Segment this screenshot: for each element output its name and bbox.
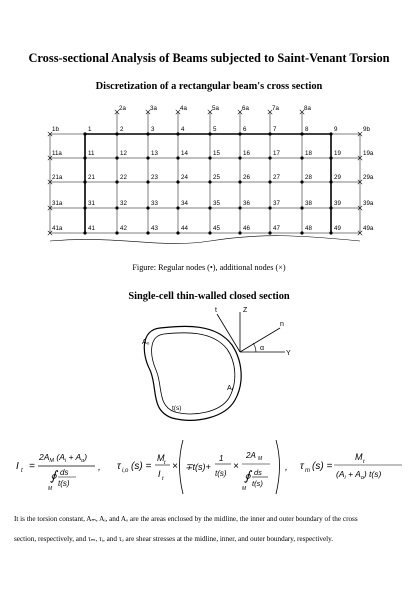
regular-node-marker <box>115 231 118 234</box>
regular-node-label: 48 <box>305 225 312 232</box>
regular-node-label: 25 <box>213 174 220 181</box>
paragraph-line-1: It is the torsion constant, Aₘ, Aᵢ, and Aₒ are the areas enclosed by the midline, the inner and outer boundary of the cross <box>14 515 358 523</box>
section-heading-thin-walled: Single-cell thin-walled closed section <box>128 291 290 302</box>
regular-node-label: 16 <box>243 150 250 157</box>
regular-node-marker <box>176 180 179 183</box>
regular-node-label: 14 <box>181 150 188 157</box>
svg-text:m: m <box>305 468 310 474</box>
regular-node-label: 43 <box>151 225 158 232</box>
regular-node-label: 27 <box>273 174 280 181</box>
svg-text:(s) =: (s) = <box>131 461 152 472</box>
regular-node-label: 46 <box>243 225 250 232</box>
regular-node-marker <box>300 156 303 159</box>
top-additional-node-label: 6a <box>242 105 249 112</box>
top-additional-node-label: 5a <box>212 105 219 112</box>
regular-node-label: 45 <box>213 225 220 232</box>
top-additional-node-label: 3a <box>150 105 157 112</box>
explanation-paragraph <box>14 509 406 549</box>
regular-node-marker <box>268 156 271 159</box>
regular-node-label: 24 <box>181 174 188 181</box>
regular-node-marker <box>115 180 118 183</box>
n-label: n <box>280 321 284 328</box>
t-vector <box>217 314 240 352</box>
regular-node-label: 47 <box>273 225 280 232</box>
regular-node-marker <box>208 156 211 159</box>
eq1-ds: ds <box>60 468 69 477</box>
section-heading-discretization: Discretization of a rectangular beam's cross section <box>95 81 323 92</box>
svg-text:(Ai + Ao) t(s): $(A_i + A_o)$ t(s) <box>336 469 382 481</box>
regular-node-label: 28 <box>305 174 312 181</box>
regular-node-marker <box>115 206 118 209</box>
regular-node-label: 36 <box>243 200 250 207</box>
regular-node-marker <box>176 231 179 234</box>
page-title: Cross-sectional Analysis of Beams subjected to Saint-Venant Torsion <box>28 51 390 65</box>
regular-node-label: 32 <box>120 200 127 207</box>
regular-node-marker <box>83 132 86 135</box>
eq2-mt-sub: t <box>164 460 166 466</box>
left-additional-node-label: 1b <box>52 126 59 133</box>
z-label: Z <box>243 307 248 314</box>
regular-node-marker <box>146 180 149 183</box>
regular-node-marker <box>208 132 211 135</box>
equations <box>0 430 418 510</box>
alpha-label: α <box>260 345 265 352</box>
regular-node-marker <box>329 180 332 183</box>
svg-text:t: t <box>162 476 164 482</box>
regular-node-label: 9 <box>334 126 338 133</box>
regular-node-marker <box>176 206 179 209</box>
svg-text:∮: ∮ <box>244 468 251 483</box>
regular-node-marker <box>146 156 149 159</box>
regular-node-marker <box>268 132 271 135</box>
regular-node-label: 11 <box>88 150 95 157</box>
regular-node-label: 21 <box>88 174 95 181</box>
regular-node-label: 34 <box>181 200 188 207</box>
svg-text:,: , <box>285 462 288 473</box>
regular-node-label: 42 <box>120 225 127 232</box>
svg-text:∓t(s)+: ∓t(s)+ <box>185 462 211 472</box>
svg-text:t(s): t(s) <box>215 469 227 478</box>
regular-node-label: 12 <box>120 150 127 157</box>
regular-node-label: 31 <box>88 200 95 207</box>
svg-text:(s) =: (s) = <box>312 461 333 472</box>
regular-node-marker <box>146 231 149 234</box>
regular-node-label: 18 <box>305 150 312 157</box>
top-additional-node-label: 8a <box>304 105 311 112</box>
paragraph-line-2: section, respectively, and τₘ, τᵢ, and τₒ are shear stresses at the midline, inner, and outer boundary, respectively. <box>14 535 334 543</box>
regular-node-marker <box>146 132 149 135</box>
svg-text:,: , <box>98 462 101 473</box>
eq2-mt: M <box>157 453 165 463</box>
regular-node-marker <box>83 180 86 183</box>
y-label: Y <box>286 350 291 357</box>
regular-node-label: 49 <box>334 225 341 232</box>
left-additional-node-label: 31a <box>52 200 63 207</box>
right-additional-node-label: 19a <box>363 150 374 157</box>
top-additional-node-label: 7a <box>272 105 279 112</box>
svg-text:M: M <box>242 486 247 492</box>
regular-node-label: 29 <box>334 174 341 181</box>
regular-node-label: 23 <box>151 174 158 181</box>
ai-label: Aᵢ <box>227 385 233 392</box>
t-label: t <box>215 307 217 314</box>
regular-node-label: 39 <box>334 200 341 207</box>
right-additional-node-label: 49a <box>363 225 374 232</box>
outer-boundary <box>144 326 241 420</box>
regular-node-marker <box>238 206 241 209</box>
regular-node-marker <box>115 132 118 135</box>
mesh-diagram <box>0 100 418 265</box>
eq1-ts: t(s) <box>58 479 70 488</box>
a0-label: A₀ <box>142 339 150 346</box>
regular-node-label: 3 <box>151 126 155 133</box>
regular-node-marker <box>268 231 271 234</box>
regular-node-marker <box>208 231 211 234</box>
regular-node-marker <box>329 231 332 234</box>
regular-node-marker <box>176 156 179 159</box>
regular-node-label: 15 <box>213 150 220 157</box>
svg-text:M: M <box>258 456 263 462</box>
svg-text:ds: ds <box>254 468 262 477</box>
top-additional-node-label: 4a <box>180 105 187 112</box>
right-additional-node-label: 39a <box>363 200 374 207</box>
eq2-one: 1 <box>219 454 224 463</box>
svg-text:τ: τ <box>117 461 121 472</box>
regular-node-marker <box>208 206 211 209</box>
svg-text:τ: τ <box>300 461 304 472</box>
thin-walled-diagram <box>120 300 320 430</box>
regular-node-marker <box>268 180 271 183</box>
svg-text:i,o: i,o <box>122 468 129 474</box>
svg-text:∮: ∮ <box>50 468 57 483</box>
break-line <box>50 236 360 244</box>
svg-text:t(s): t(s) <box>252 479 263 488</box>
regular-node-label: 17 <box>273 150 280 157</box>
left-additional-node-label: 21a <box>52 174 63 181</box>
figure-caption: Figure: Regular nodes (•), additional nodes (×) <box>132 263 286 272</box>
eq1-lhs: I <box>16 461 19 472</box>
svg-text:I: I <box>158 469 161 479</box>
regular-node-label: 26 <box>243 174 250 181</box>
regular-node-label: 6 <box>243 126 247 133</box>
regular-node-label: 7 <box>273 126 277 133</box>
right-additional-node-label: 9b <box>363 126 370 133</box>
regular-node-marker <box>300 132 303 135</box>
regular-node-marker <box>238 132 241 135</box>
left-additional-node-label: 11a <box>52 150 62 157</box>
eq1-m-sub: M <box>48 486 53 492</box>
mesh-grid <box>48 110 362 244</box>
regular-node-marker <box>329 206 332 209</box>
regular-node-label: 4 <box>181 126 185 133</box>
left-additional-node-label: 41a <box>52 225 63 232</box>
regular-node-marker <box>83 156 86 159</box>
regular-node-marker <box>238 156 241 159</box>
inner-boundary <box>152 333 235 414</box>
svg-text:M: M <box>355 452 363 462</box>
regular-node-label: 35 <box>213 200 220 207</box>
regular-node-marker <box>146 206 149 209</box>
regular-node-label: 22 <box>120 174 127 181</box>
regular-node-marker <box>329 156 332 159</box>
svg-text:2A: 2A <box>246 451 256 460</box>
regular-node-marker <box>329 132 332 135</box>
regular-node-marker <box>208 180 211 183</box>
regular-node-label: 41 <box>88 225 95 232</box>
regular-node-marker <box>300 206 303 209</box>
regular-node-label: 33 <box>151 200 158 207</box>
mesh-node-labels <box>52 105 374 232</box>
regular-node-label: 13 <box>151 150 158 157</box>
regular-node-label: 1 <box>88 126 92 133</box>
svg-text:=: = <box>29 461 35 472</box>
svg-text:×: × <box>172 461 178 472</box>
regular-node-marker <box>300 231 303 234</box>
regular-node-label: 5 <box>213 126 217 133</box>
top-additional-node-label: 2a <box>119 105 126 112</box>
regular-node-marker <box>238 231 241 234</box>
regular-node-marker <box>238 180 241 183</box>
svg-text:t: t <box>363 459 365 465</box>
regular-node-label: 2 <box>120 126 124 133</box>
svg-text:2AM (Ai + Ao): $2A_M$ $(A_i + A_o)$ <box>39 452 88 464</box>
regular-node-label: 37 <box>273 200 280 207</box>
regular-node-marker <box>300 180 303 183</box>
regular-node-marker <box>268 206 271 209</box>
eq1-lhs-sub: t <box>21 468 23 474</box>
regular-node-marker <box>83 231 86 234</box>
svg-text:×: × <box>233 461 239 472</box>
regular-node-marker <box>83 206 86 209</box>
regular-node-marker <box>176 132 179 135</box>
regular-node-label: 8 <box>305 126 309 133</box>
regular-node-marker <box>115 156 118 159</box>
regular-node-label: 44 <box>181 225 188 232</box>
ts-label: t(s) <box>172 405 182 412</box>
regular-node-label: 38 <box>305 200 312 207</box>
regular-node-label: 19 <box>334 150 341 157</box>
right-additional-node-label: 29a <box>363 174 374 181</box>
